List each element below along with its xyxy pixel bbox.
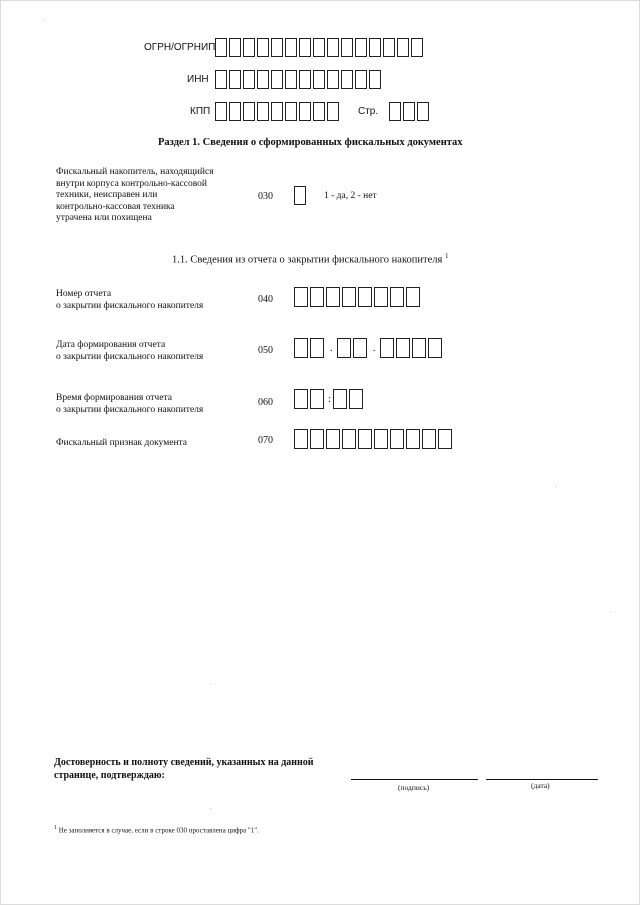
scan-speck — [610, 612, 611, 613]
char-cell[interactable] — [374, 287, 388, 307]
char-cell[interactable] — [294, 287, 308, 307]
char-cell[interactable] — [403, 102, 415, 121]
char-cell[interactable] — [271, 102, 283, 121]
field-050-code: 050 — [258, 345, 273, 356]
field-070-label-line: Фискальный признак документа — [56, 438, 188, 448]
field-070-code: 070 — [258, 435, 273, 446]
char-cell[interactable] — [313, 38, 325, 57]
char-cell[interactable] — [390, 429, 404, 449]
scan-speck — [210, 683, 211, 684]
field-050-separator: . — [372, 342, 376, 354]
field-030-label-line: внутри корпуса контрольно-кассовой — [56, 178, 207, 189]
char-cell[interactable] — [389, 102, 401, 121]
char-cell[interactable] — [406, 429, 420, 449]
subsection-footnote-mark: 1 — [444, 252, 449, 260]
field-040-code: 040 — [258, 294, 273, 305]
char-cell[interactable] — [358, 287, 372, 307]
field-060-label — [56, 393, 203, 416]
confirmation-line: Достоверность и полноту сведений, указанных на данной — [54, 757, 314, 768]
char-cell[interactable] — [422, 429, 436, 449]
field-040-label-line: о закрытии фискального накопителя — [56, 300, 204, 311]
char-cell[interactable] — [374, 429, 388, 449]
char-cell[interactable] — [380, 338, 394, 358]
date-line[interactable] — [486, 779, 598, 780]
char-cell[interactable] — [369, 38, 381, 57]
field-060-minutes-input[interactable] — [333, 389, 365, 409]
char-cell[interactable] — [411, 38, 423, 57]
field-030-input[interactable] — [294, 186, 308, 205]
char-cell[interactable] — [271, 38, 283, 57]
char-cell[interactable] — [341, 70, 353, 89]
char-cell[interactable] — [396, 338, 410, 358]
char-cell[interactable] — [342, 287, 356, 307]
char-cell[interactable] — [271, 70, 283, 89]
char-cell[interactable] — [438, 429, 452, 449]
char-cell[interactable] — [326, 287, 340, 307]
field-030-label-line: контрольно-кассовая техника — [56, 201, 175, 212]
char-cell[interactable] — [243, 70, 255, 89]
footnote-mark: 1 — [54, 825, 57, 831]
char-cell[interactable] — [428, 338, 442, 358]
char-cell[interactable] — [341, 38, 353, 57]
char-cell[interactable] — [406, 287, 420, 307]
kpp-input[interactable] — [215, 102, 341, 121]
char-cell[interactable] — [229, 38, 241, 57]
field-030-label-line: техники, неисправен или — [56, 190, 158, 200]
scan-speck — [44, 20, 45, 21]
char-cell[interactable] — [310, 389, 324, 409]
char-cell[interactable] — [257, 38, 269, 57]
field-070-input[interactable] — [294, 429, 454, 449]
char-cell[interactable] — [229, 102, 241, 121]
field-030-hint: 1 - да, 2 - нет — [324, 191, 377, 201]
char-cell[interactable] — [285, 38, 297, 57]
char-cell[interactable] — [257, 102, 269, 121]
field-060-label-line: о закрытии фискального накопителя — [56, 404, 204, 415]
field-030-code: 030 — [258, 191, 273, 202]
char-cell[interactable] — [299, 38, 311, 57]
char-cell[interactable] — [310, 287, 324, 307]
char-cell[interactable] — [412, 338, 426, 358]
char-cell[interactable] — [243, 102, 255, 121]
char-cell[interactable] — [390, 287, 404, 307]
char-cell[interactable] — [294, 186, 306, 205]
footnote — [54, 825, 259, 834]
char-cell[interactable] — [294, 338, 308, 358]
scan-speck — [556, 486, 557, 487]
char-cell[interactable] — [327, 102, 339, 121]
field-060-separator: : — [328, 393, 332, 405]
field-050-label — [56, 340, 203, 363]
ogrn-label: ОГРН/ОГРНИП — [144, 42, 216, 53]
char-cell[interactable] — [215, 102, 227, 121]
field-060-time-input — [294, 389, 365, 409]
field-040-label-line: Номер отчета — [56, 289, 112, 299]
char-cell[interactable] — [327, 38, 339, 57]
char-cell[interactable] — [342, 429, 356, 449]
char-cell[interactable] — [313, 102, 325, 121]
char-cell[interactable] — [215, 38, 227, 57]
confirmation-text — [54, 756, 314, 782]
char-cell[interactable] — [369, 70, 381, 89]
field-040-input[interactable] — [294, 287, 422, 307]
char-cell[interactable] — [285, 70, 297, 89]
char-cell[interactable] — [285, 102, 297, 121]
field-070-label — [56, 438, 187, 450]
char-cell[interactable] — [397, 38, 409, 57]
char-cell[interactable] — [215, 70, 227, 89]
field-050-year-input[interactable] — [380, 338, 444, 358]
section-1-title: Раздел 1. Сведения о сформированных фискальных документах — [158, 137, 463, 148]
date-caption: (дата) — [531, 781, 550, 790]
field-050-date-input — [294, 338, 444, 358]
char-cell[interactable] — [349, 389, 363, 409]
field-060-code: 060 — [258, 397, 273, 408]
subsection-title-text: 1.1. Сведения из отчета о закрытии фискального накопителя — [172, 254, 443, 266]
footnote-text: Не заполняется в случае, если в строке 030 проставлена цифра "1". — [58, 826, 259, 835]
field-040-label — [56, 289, 203, 312]
char-cell[interactable] — [294, 389, 308, 409]
char-cell[interactable] — [355, 38, 367, 57]
char-cell[interactable] — [299, 102, 311, 121]
page-number-label: Стр. — [358, 106, 379, 117]
field-030-label — [56, 167, 238, 225]
inn-label: ИНН — [187, 74, 209, 85]
char-cell[interactable] — [299, 70, 311, 89]
char-cell[interactable] — [313, 70, 325, 89]
field-050-month-input[interactable] — [337, 338, 369, 358]
char-cell[interactable] — [310, 338, 324, 358]
field-050-label-line: Дата формирования отчета — [56, 340, 166, 350]
char-cell[interactable] — [294, 429, 308, 449]
char-cell[interactable] — [243, 38, 255, 57]
char-cell[interactable] — [337, 338, 351, 358]
char-cell[interactable] — [229, 70, 241, 89]
signature-line[interactable] — [351, 779, 478, 780]
field-050-separator: . — [330, 342, 333, 354]
char-cell[interactable] — [417, 102, 429, 121]
page-number-input[interactable] — [389, 102, 431, 121]
char-cell[interactable] — [333, 389, 347, 409]
kpp-label: КПП — [190, 106, 211, 117]
field-030-label-line: Фискальный накопитель, находящийся — [56, 167, 214, 177]
char-cell[interactable] — [353, 338, 367, 358]
field-050-day-input[interactable] — [294, 338, 326, 358]
signature-caption: (подпись) — [398, 783, 430, 792]
confirmation-line: странице, подтверждаю: — [54, 770, 165, 781]
subsection-title — [172, 252, 448, 266]
char-cell[interactable] — [355, 70, 367, 89]
ogrn-input[interactable] — [215, 38, 425, 57]
inn-input[interactable] — [215, 70, 383, 89]
scan-speck — [210, 808, 211, 809]
char-cell[interactable] — [327, 70, 339, 89]
char-cell[interactable] — [383, 38, 395, 57]
char-cell[interactable] — [358, 429, 372, 449]
char-cell[interactable] — [326, 429, 340, 449]
char-cell[interactable] — [310, 429, 324, 449]
field-050-label-line: о закрытии фискального накопителя — [56, 351, 204, 362]
field-030-label-line: утрачена или похищена — [56, 213, 152, 223]
field-060-label-line: Время формирования отчета — [56, 393, 172, 403]
char-cell[interactable] — [257, 70, 269, 89]
field-060-hours-input[interactable] — [294, 389, 326, 409]
